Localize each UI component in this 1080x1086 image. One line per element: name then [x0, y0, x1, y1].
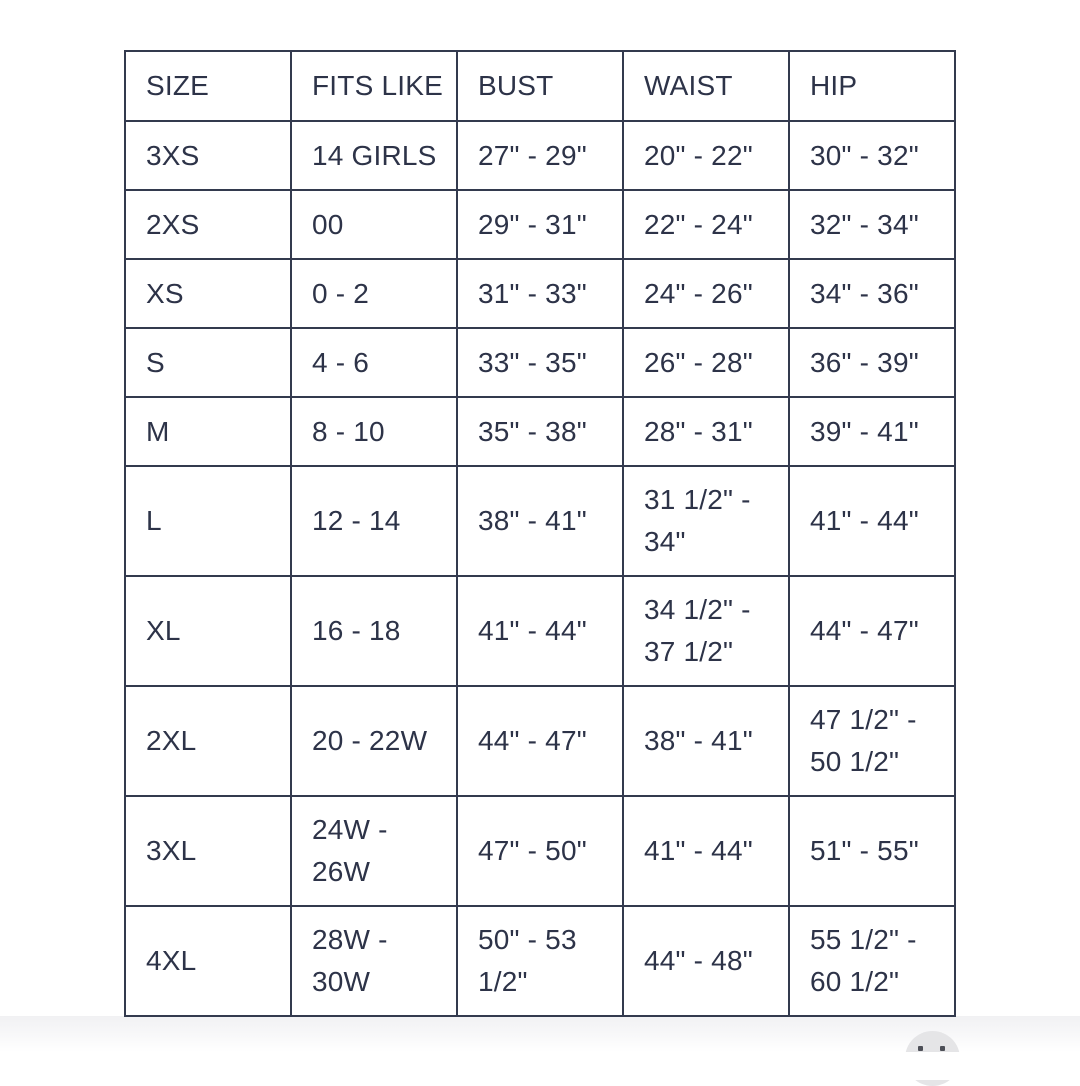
cell-bust: 47" - 50": [457, 796, 623, 906]
column-header-hip: HIP: [789, 51, 955, 121]
cell-fits-like: 8 - 10: [291, 397, 457, 466]
cell-waist: 34 1/2" - 37 1/2": [623, 576, 789, 686]
column-header-waist: WAIST: [623, 51, 789, 121]
row-xl: [125, 576, 955, 686]
cell-bust: 41" - 44": [457, 576, 623, 686]
row-l: [125, 466, 955, 576]
cell-size: XL: [125, 576, 291, 686]
cell-waist: 22" - 24": [623, 190, 789, 259]
cell-bust: 31" - 33": [457, 259, 623, 328]
cell-size: L: [125, 466, 291, 576]
header-row: [125, 51, 955, 121]
cell-fits-like: 0 - 2: [291, 259, 457, 328]
bottom-cutoff-mask: [0, 1052, 1080, 1080]
row-s: [125, 328, 955, 397]
cell-bust: 27" - 29": [457, 121, 623, 190]
cell-hip: 44" - 47": [789, 576, 955, 686]
cell-hip: 32" - 34": [789, 190, 955, 259]
cell-fits-like: 24W - 26W: [291, 796, 457, 906]
cell-hip: 39" - 41": [789, 397, 955, 466]
cell-size: M: [125, 397, 291, 466]
cell-hip: 41" - 44": [789, 466, 955, 576]
column-header-bust: BUST: [457, 51, 623, 121]
cell-size: 3XL: [125, 796, 291, 906]
cell-waist: 26" - 28": [623, 328, 789, 397]
row-m: [125, 397, 955, 466]
row-xs: [125, 259, 955, 328]
widget-dot-icon: [940, 1046, 945, 1051]
cell-waist: 24" - 26": [623, 259, 789, 328]
cell-size: 4XL: [125, 906, 291, 1016]
row-3xs: [125, 121, 955, 190]
row-3xl: [125, 796, 955, 906]
cell-waist: 38" - 41": [623, 686, 789, 796]
cell-fits-like: 4 - 6: [291, 328, 457, 397]
cell-waist: 41" - 44": [623, 796, 789, 906]
cell-hip: 51" - 55": [789, 796, 955, 906]
cell-size: S: [125, 328, 291, 397]
cell-waist: 28" - 31": [623, 397, 789, 466]
cell-fits-like: 20 - 22W: [291, 686, 457, 796]
column-header-fits-like: FITS LIKE: [291, 51, 457, 121]
cell-waist: 44" - 48": [623, 906, 789, 1016]
row-2xl: [125, 686, 955, 796]
cell-size: 3XS: [125, 121, 291, 190]
size-chart-table: [124, 50, 956, 1017]
cell-fits-like: 12 - 14: [291, 466, 457, 576]
cell-hip: 55 1/2" - 60 1/2": [789, 906, 955, 1016]
cell-size: 2XS: [125, 190, 291, 259]
cell-hip: 47 1/2" - 50 1/2": [789, 686, 955, 796]
row-2xs: [125, 190, 955, 259]
cell-hip: 36" - 39": [789, 328, 955, 397]
cell-waist: 20" - 22": [623, 121, 789, 190]
cell-bust: 35" - 38": [457, 397, 623, 466]
cell-bust: 44" - 47": [457, 686, 623, 796]
cell-hip: 34" - 36": [789, 259, 955, 328]
cell-fits-like: 00: [291, 190, 457, 259]
cell-waist: 31 1/2" - 34": [623, 466, 789, 576]
widget-dot-icon: [918, 1046, 923, 1051]
cell-size: 2XL: [125, 686, 291, 796]
cell-fits-like: 14 GIRLS: [291, 121, 457, 190]
row-4xl: [125, 906, 955, 1016]
cell-bust: 29" - 31": [457, 190, 623, 259]
column-header-size: SIZE: [125, 51, 291, 121]
cell-bust: 38" - 41": [457, 466, 623, 576]
cell-bust: 33" - 35": [457, 328, 623, 397]
cell-fits-like: 28W - 30W: [291, 906, 457, 1016]
cell-size: XS: [125, 259, 291, 328]
cell-bust: 50" - 53 1/2": [457, 906, 623, 1016]
cell-fits-like: 16 - 18: [291, 576, 457, 686]
cell-hip: 30" - 32": [789, 121, 955, 190]
